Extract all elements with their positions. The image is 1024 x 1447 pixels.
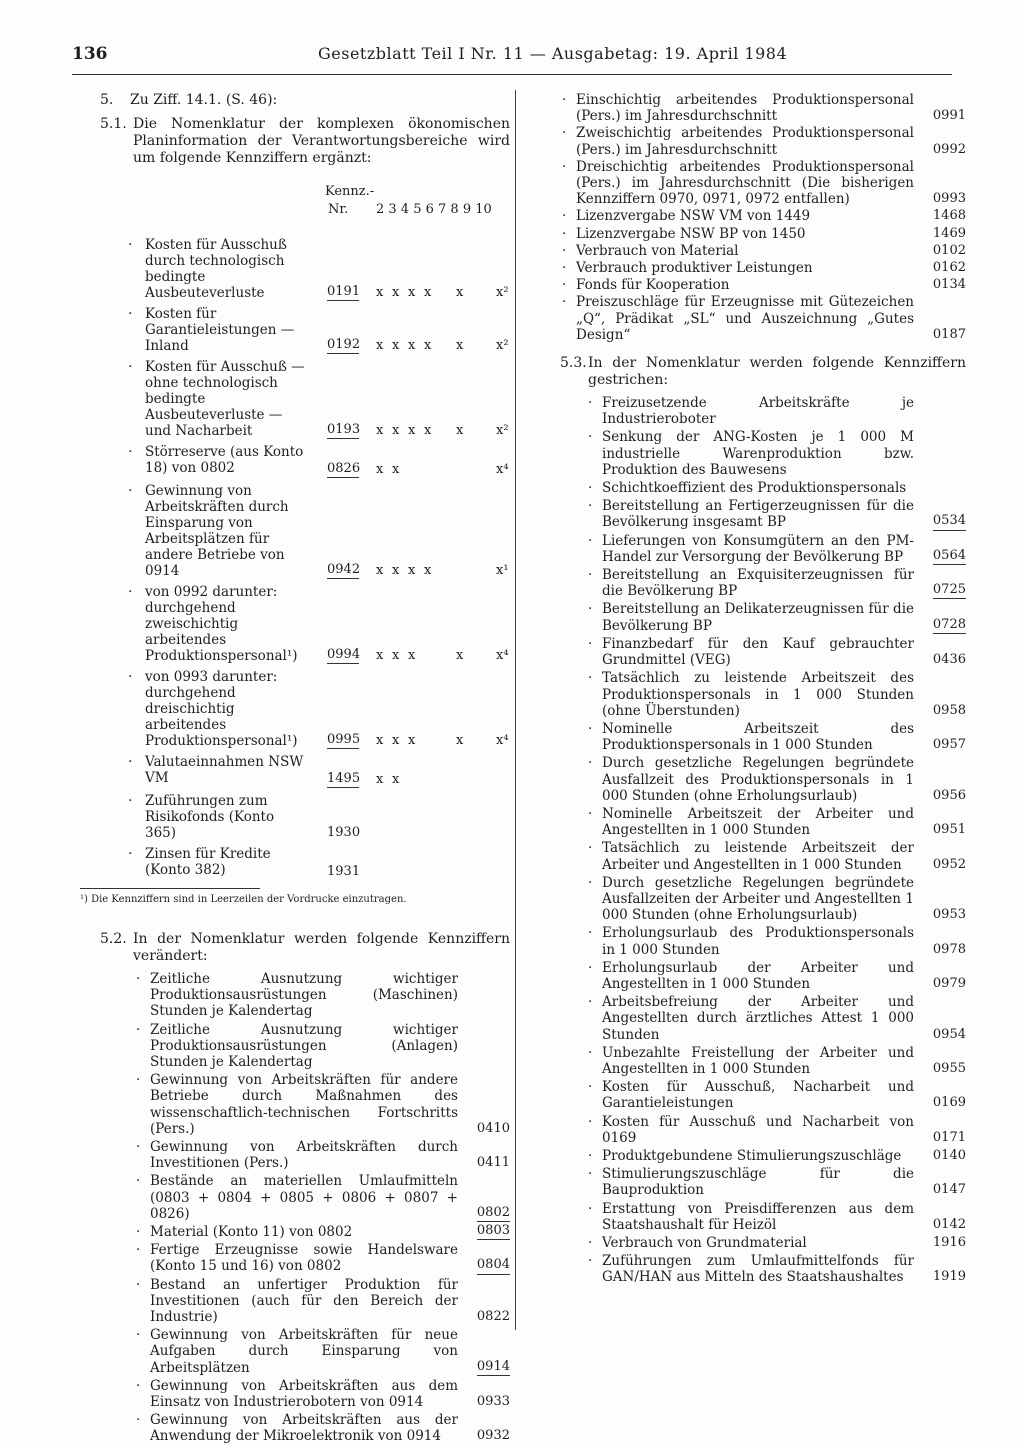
row-label: Kosten für Garantieleistungen — Inland: [145, 306, 295, 354]
list-item: [588, 670, 966, 719]
list-item: [588, 1045, 966, 1077]
list-item: [588, 636, 966, 668]
kennziffer-code: 0162: [932, 260, 966, 276]
column-mark: x: [392, 563, 400, 578]
list-item: [136, 1022, 510, 1071]
bullet: ·: [562, 225, 567, 242]
item-text: Verbrauch von Grundmaterial: [602, 1235, 807, 1251]
column-mark: x²: [496, 423, 509, 438]
item-text: Bereitstellung an Delikaterzeugnissen für die Bevölkerung BP: [602, 601, 914, 634]
bullet: ·: [588, 1200, 593, 1217]
item-text: Bestände an materiellen Umlaufmitteln (0803 + 0804 + 0805 + 0806 + 0807 + 0826): [150, 1173, 458, 1222]
table-row: [120, 237, 510, 301]
bullet: ·: [588, 840, 593, 857]
column-mark: x²: [496, 285, 509, 300]
list-item: [562, 226, 966, 242]
item-text: Durch gesetzliche Regelungen begründete Ausfallzeiten der Arbeiter und Angestellten 1 000 Stunden (ohne Erholungsurlaub): [602, 874, 914, 924]
bullet: ·: [136, 1412, 141, 1429]
row-label: von 0993 darunter: durchgehend dreischichtig arbeitendes Produktionspersonal¹): [145, 669, 298, 749]
kennziffer-code: 0932: [476, 1428, 510, 1444]
bullet: ·: [128, 584, 133, 600]
column-mark: x: [424, 563, 432, 578]
bullet: ·: [588, 480, 593, 497]
row-label: Kosten für Ausschuß durch technologisch bedingte Ausbeuteverluste: [145, 237, 287, 301]
bullet: ·: [128, 846, 133, 862]
column-mark: x⁴: [496, 733, 509, 748]
list-item: [588, 1079, 966, 1111]
section-5-2: [100, 931, 510, 965]
kennziffer-code: 0725: [933, 582, 966, 599]
column-mark: x⁴: [496, 462, 509, 477]
bullet: ·: [128, 444, 133, 460]
bullet: ·: [128, 754, 133, 770]
kennziffer-code: 0436: [932, 652, 966, 668]
column-mark: x: [392, 733, 400, 748]
list-item: [562, 208, 966, 224]
column-divider: [515, 90, 516, 1330]
kennziffer-code: 1468: [932, 208, 966, 224]
list-item: [588, 840, 966, 872]
column-header-nr: Nr.: [328, 202, 349, 217]
bullet: ·: [136, 1072, 141, 1089]
bullet: ·: [128, 237, 133, 253]
column-mark: x: [392, 772, 400, 787]
row-label: von 0992 darunter: durchgehend zweischichtig arbeitendes Produktionspersonal¹): [145, 584, 298, 664]
item-text: Bestand an unfertiger Produktion für Investitionen (auch für den Bereich der Industrie): [150, 1276, 458, 1326]
item-text: Kosten für Ausschuß, Nacharbeit und Garantieleistungen: [602, 1079, 914, 1112]
table-row: [120, 444, 510, 478]
item-text: Tatsächlich zu leistende Arbeitszeit des Produktionspersonals in 1 000 Stunden (ohne Überstunden): [602, 670, 914, 719]
section-intro: In der Nomenklatur werden folgende Kennziffern verändert:: [133, 931, 510, 964]
item-text: Nominelle Arbeitszeit der Arbeiter und Angestellten in 1 000 Stunden: [602, 805, 914, 839]
column-mark: x: [456, 285, 464, 300]
item-text: Durch gesetzliche Regelungen begründete Ausfallzeit des Produktionspersonals in 1 000 Stunden (ohne Erholungsurlaub): [602, 755, 914, 804]
item-text: Gewinnung von Arbeitskräften für andere Betriebe durch Maßnahmen des wissenschaftlich-technischen Fortschritts (Pers.): [150, 1072, 458, 1137]
bullet: ·: [588, 755, 593, 772]
column-mark: x: [424, 423, 432, 438]
item-text: Erholungsurlaub der Arbeiter und Angestellten in 1 000 Stunden: [602, 959, 914, 992]
column-mark: x: [408, 423, 416, 438]
item-text: Einschichtig arbeitendes Produktionspersonal (Pers.) im Jahresdurchschnitt: [576, 92, 914, 125]
kennziffer-code: 0134: [932, 277, 966, 293]
section-title: Zu Ziff. 14.1. (S. 46):: [130, 92, 278, 108]
row-label: Zuführungen zum Risikofonds (Konto 365): [145, 793, 275, 841]
item-text: Nominelle Arbeitszeit des Produktionspersonals in 1 000 Stunden: [602, 720, 914, 754]
bullet: ·: [128, 483, 133, 499]
list-item: [588, 567, 966, 599]
list-item: [588, 755, 966, 804]
list-item: [588, 533, 966, 565]
list-item: [136, 971, 510, 1020]
item-text: Zeitliche Ausnutzung wichtiger Produktionsausrüstungen (Maschinen) Stunden je Kalendertag: [150, 971, 458, 1020]
item-text: Preiszuschläge für Erzeugnisse mit Gütezeichen „Q“, Prädikat „SL“ und Auszeichnung „Gutes Design“: [576, 294, 914, 343]
column-mark: x: [392, 285, 400, 300]
column-mark: x: [456, 733, 464, 748]
bullet: ·: [562, 92, 567, 108]
added-list-continued: [562, 92, 966, 343]
kennziffer-code: 0942: [327, 562, 361, 577]
list-item: [562, 260, 966, 276]
item-text: Freizusetzende Arbeitskräfte je Industrieroboter: [602, 395, 914, 428]
item-text: Erstattung von Preisdifferenzen aus dem Staatshaushalt für Heizöl: [602, 1200, 914, 1233]
table-row: [120, 483, 510, 579]
page-header: [0, 44, 1024, 74]
bullet: ·: [136, 1276, 141, 1293]
list-item: [588, 994, 966, 1043]
list-item: [588, 960, 966, 992]
kennziffer-code: 0564: [933, 548, 966, 565]
item-text: Schichtkoeffizient des Produktionspersonals: [602, 480, 907, 497]
column-mark: x: [376, 772, 384, 787]
section-number: 5.3.: [560, 355, 587, 372]
bullet: ·: [128, 306, 133, 322]
list-item: [136, 1139, 510, 1171]
list-item: [588, 1148, 966, 1164]
row-label: Störreserve (aus Konto 18) von 0802: [145, 444, 304, 476]
row-label: Kosten für Ausschuß — ohne technologisch bedingte Ausbeuteverluste — und Nacharbeit: [145, 359, 305, 439]
item-text: Gewinnung von Arbeitskräften für neue Aufgaben durch Einsparung von Arbeitsplätzen: [150, 1327, 458, 1376]
item-text: Gewinnung von Arbeitskräften durch Investitionen (Pers.): [150, 1139, 458, 1172]
kennziffer-code: 0410: [476, 1120, 510, 1136]
column-mark: x¹: [496, 563, 509, 578]
page-number: 136: [72, 44, 108, 64]
kennziffer-code: 0803: [477, 1223, 510, 1240]
changed-list: [136, 971, 510, 1445]
bullet: ·: [136, 1224, 141, 1241]
bullet: ·: [136, 1377, 141, 1394]
bullet: ·: [588, 1044, 593, 1061]
column-mark: x: [424, 338, 432, 353]
bullet: ·: [588, 1166, 593, 1183]
footnote: ¹) Die Kennziffern sind in Leerzeilen der Vordrucke einzutragen.: [80, 894, 407, 905]
bullet: ·: [588, 395, 593, 412]
column-mark: x: [408, 285, 416, 300]
column-mark: x: [376, 423, 384, 438]
kennziffer-code: 0958: [932, 702, 966, 718]
table-row: [120, 306, 510, 354]
kennziffer-code: 0978: [932, 941, 966, 957]
section-5-1: [100, 116, 510, 167]
list-item: [588, 806, 966, 838]
list-item: [136, 1378, 510, 1410]
bullet: ·: [136, 1021, 141, 1038]
bullet: ·: [562, 158, 567, 175]
item-text: Bereitstellung an Fertigerzeugnissen für die Bevölkerung insgesamt BP: [602, 498, 914, 531]
section-number: 5.2.: [100, 931, 127, 947]
kennziffer-code: 0142: [932, 1216, 966, 1232]
item-text: Verbrauch produktiver Leistungen: [576, 260, 813, 277]
list-item: [588, 498, 966, 530]
item-text: Fertige Erzeugnisse sowie Handelsware (Konto 15 und 16) von 0802: [150, 1242, 458, 1275]
bullet: ·: [562, 260, 567, 277]
column-mark: x: [376, 733, 384, 748]
kennziffer-code: 0802: [477, 1205, 510, 1222]
bullet: ·: [588, 994, 593, 1011]
bullet: ·: [588, 635, 593, 652]
removed-list: [588, 395, 966, 1286]
column-mark: x: [408, 733, 416, 748]
list-item: [588, 1114, 966, 1146]
bullet: ·: [588, 1147, 593, 1164]
list-item: [588, 429, 966, 478]
item-text: Verbrauch von Material: [576, 242, 739, 259]
list-item: [136, 1327, 510, 1376]
section-number: 5.1.: [100, 116, 127, 132]
section-5-3: [562, 355, 966, 389]
bullet: ·: [562, 125, 567, 142]
list-item: [136, 1224, 510, 1240]
bullet: ·: [588, 567, 593, 584]
kennziffer-code: 1469: [932, 225, 966, 241]
item-text: Lizenzvergabe NSW VM von 1449: [576, 208, 811, 225]
kennziffer-code: 1916: [932, 1235, 966, 1250]
bullet: ·: [562, 294, 567, 311]
item-text: Finanzbedarf für den Kauf gebrauchter Grundmittel (VEG): [602, 635, 914, 669]
bullet: ·: [588, 1235, 593, 1251]
bullet: ·: [588, 925, 593, 942]
right-column: [562, 92, 966, 1288]
column-mark: x: [376, 285, 384, 300]
kennziffer-code: 0187: [932, 326, 966, 342]
list-item: [588, 875, 966, 924]
list-item: [588, 480, 966, 496]
kennziffer-code: 0804: [477, 1257, 510, 1274]
kennziffer-code: 0826: [327, 461, 361, 476]
bullet: ·: [588, 1253, 593, 1270]
kennziffer-code: 0822: [476, 1309, 510, 1325]
table-row: [120, 359, 510, 439]
bullet: ·: [128, 669, 133, 685]
column-mark: x: [376, 563, 384, 578]
list-item: [136, 1173, 510, 1222]
item-text: Fonds für Kooperation: [576, 277, 730, 294]
row-label: Zinsen für Kredite (Konto 382): [145, 846, 271, 878]
column-mark: x: [456, 338, 464, 353]
kennziffer-code: 0955: [932, 1060, 966, 1076]
footnote-rule: [80, 888, 260, 889]
table-row: [120, 584, 510, 664]
list-item: [588, 1253, 966, 1285]
column-mark: x: [392, 648, 400, 663]
bullet: ·: [562, 277, 567, 294]
column-mark: x: [456, 648, 464, 663]
kennziffer-code: 1919: [932, 1269, 966, 1285]
column-mark: x: [408, 563, 416, 578]
list-item: [588, 601, 966, 633]
item-text: Arbeitsbefreiung der Arbeiter und Angestellten durch ärztliches Attest 1 000 Stunden: [602, 994, 914, 1043]
kennziffer-code: 0993: [932, 191, 966, 207]
item-text: Gewinnung von Arbeitskräften aus dem Einsatz von Industrierobotern von 0914: [150, 1377, 458, 1411]
kennziffer-code: 1930: [327, 825, 361, 840]
bullet: ·: [588, 1113, 593, 1130]
kennziffer-code: 0193: [327, 422, 361, 437]
column-mark: x⁴: [496, 648, 509, 663]
list-item: [562, 294, 966, 343]
column-mark: x: [456, 423, 464, 438]
item-text: Tatsächlich zu leistende Arbeitszeit der Arbeiter und Angestellten in 1 000 Stunden: [602, 840, 914, 873]
list-item: [588, 721, 966, 753]
item-text: Zuführungen zum Umlaufmittelfonds für GAN/HAN aus Mitteln des Staatshaushaltes: [602, 1253, 914, 1286]
list-item: [588, 1201, 966, 1233]
column-mark: x: [376, 462, 384, 477]
kennziffer-code: 0534: [933, 513, 966, 530]
kennziffer-code: 0951: [932, 822, 966, 838]
kennziffer-code: 0171: [932, 1129, 966, 1145]
column-mark: x: [392, 462, 400, 477]
bullet: ·: [562, 242, 567, 259]
item-text: Lizenzvergabe NSW BP von 1450: [576, 225, 806, 242]
column-mark: x²: [496, 338, 509, 353]
kennziffer-code: 0991: [932, 108, 966, 124]
kennziffer-code: 0933: [476, 1394, 510, 1410]
table-row: [120, 669, 510, 749]
table-row: [120, 793, 510, 841]
column-mark: x: [408, 648, 416, 663]
row-label: Gewinnung von Arbeitskräften durch Einsparung von Arbeitsplätzen für andere Betriebe von 0914: [145, 483, 289, 579]
kennziffer-code: 0956: [932, 787, 966, 803]
bullet: ·: [588, 429, 593, 446]
bullet: ·: [588, 874, 593, 891]
item-text: Bereitstellung an Exquisiterzeugnissen für die Bevölkerung BP: [602, 567, 914, 600]
kennziffer-code: 0102: [932, 242, 966, 258]
section-number: 5.: [100, 92, 114, 108]
kennziffer-code: 0953: [932, 907, 966, 923]
item-text: Zweischichtig arbeitendes Produktionspersonal (Pers.) im Jahresdurchschnitt: [576, 125, 914, 158]
item-text: Erholungsurlaub des Produktionspersonals in 1 000 Stunden: [602, 925, 914, 958]
kennziffer-code: 0147: [932, 1182, 966, 1198]
header-rule: [72, 74, 952, 75]
bullet: ·: [588, 1079, 593, 1096]
column-mark: x: [376, 648, 384, 663]
kennziffer-code: 0192: [327, 337, 361, 352]
kennziffer-code: 0957: [932, 737, 966, 753]
bullet: ·: [588, 498, 593, 515]
column-header-numbers: 2 3 4 5 6 7 8 9 10: [376, 202, 492, 217]
list-item: [136, 1072, 510, 1137]
bullet: ·: [136, 1242, 141, 1259]
kennziffer-code: 0979: [932, 975, 966, 991]
table-row: [120, 846, 510, 880]
list-item: [562, 125, 966, 157]
column-mark: x: [392, 423, 400, 438]
bullet: ·: [128, 359, 133, 375]
bullet: ·: [128, 793, 133, 809]
bullet: ·: [136, 1327, 141, 1344]
page-title: Gesetzblatt Teil I Nr. 11 — Ausgabetag: 19. April 1984: [318, 44, 788, 63]
kennziffer-code: 0954: [932, 1026, 966, 1042]
item-text: Unbezahlte Freistellung der Arbeiter und Angestellten in 1 000 Stunden: [602, 1044, 914, 1077]
bullet: ·: [588, 720, 593, 737]
kennziffer-code: 0914: [477, 1359, 510, 1376]
item-text: Zeitliche Ausnutzung wichtiger Produktionsausrüstungen (Anlagen) Stunden je Kalendertag: [150, 1021, 458, 1071]
item-text: Dreischichtig arbeitendes Produktionspersonal (Pers.) im Jahresdurchschnitt (Die bisherigen Kennziffern 0970, 0971, 0972 entfallen): [576, 158, 914, 208]
left-column: [80, 92, 510, 1447]
column-mark: x: [424, 285, 432, 300]
item-text: Senkung der ANG-Kosten je 1 000 M industrielle Warenproduktion bzw. Produktion des Bauwesens: [602, 429, 914, 478]
list-item: [588, 395, 966, 427]
list-item: [136, 1412, 510, 1444]
table-header: [120, 183, 510, 225]
list-item: [562, 92, 966, 124]
bullet: ·: [136, 971, 141, 987]
bullet: ·: [562, 208, 567, 225]
row-label: Valutaeinnahmen NSW VM: [145, 754, 304, 786]
list-item: [588, 1166, 966, 1198]
column-mark: x: [392, 338, 400, 353]
column-mark: x: [376, 338, 384, 353]
bullet: ·: [588, 670, 593, 687]
item-text: Gewinnung von Arbeitskräften aus der Anwendung der Mikroelektronik von 0914: [150, 1412, 458, 1445]
bullet: ·: [588, 532, 593, 549]
bullet: ·: [136, 1173, 141, 1190]
item-text: Produktgebundene Stimulierungszuschläge: [602, 1147, 902, 1164]
list-item: [588, 1235, 966, 1251]
kennziffer-code: 1495: [327, 771, 361, 786]
kennziffer-code: 0994: [327, 647, 361, 662]
kennziffer-code: 0995: [327, 732, 361, 747]
column-mark: x: [408, 338, 416, 353]
section-5-heading: [100, 92, 510, 109]
list-item: [562, 243, 966, 259]
kennziffer-code: 1931: [327, 864, 361, 879]
section-intro: In der Nomenklatur werden folgende Kennziffern gestrichen:: [588, 355, 966, 389]
item-text: Material (Konto 11) von 0802: [150, 1224, 353, 1241]
list-item: [562, 159, 966, 208]
list-item: [136, 1277, 510, 1326]
list-item: [136, 1242, 510, 1274]
kennziffer-code: 0992: [932, 141, 966, 157]
bullet: ·: [136, 1139, 141, 1156]
list-item: [562, 277, 966, 293]
item-text: Stimulierungszuschläge für die Bauproduktion: [602, 1166, 914, 1199]
kennziffer-code: 0191: [327, 284, 361, 299]
section-intro: Die Nomenklatur der komplexen ökonomischen Planinformation der Verantwortungsbereiche wird um folgende Kennziffern ergänzt:: [133, 116, 510, 166]
list-item: [588, 925, 966, 957]
item-text: Lieferungen von Konsumgütern an den PM-Handel zur Versorgung der Bevölkerung BP: [602, 532, 914, 565]
bullet: ·: [588, 959, 593, 976]
bullet: ·: [588, 805, 593, 822]
kennziffer-code: 0411: [476, 1155, 510, 1171]
item-text: Kosten für Ausschuß und Nacharbeit von 0169: [602, 1113, 914, 1146]
column-header-kennz: Kennz.-: [325, 184, 375, 199]
bullet: ·: [588, 601, 593, 618]
kennziffer-code: 0952: [932, 856, 966, 872]
table-row: [120, 754, 510, 788]
kennziffer-code: 0728: [933, 617, 966, 634]
kennziffer-code: 0169: [932, 1095, 966, 1111]
kennziffer-table: [120, 237, 510, 880]
kennziffer-code: 0140: [932, 1147, 966, 1163]
